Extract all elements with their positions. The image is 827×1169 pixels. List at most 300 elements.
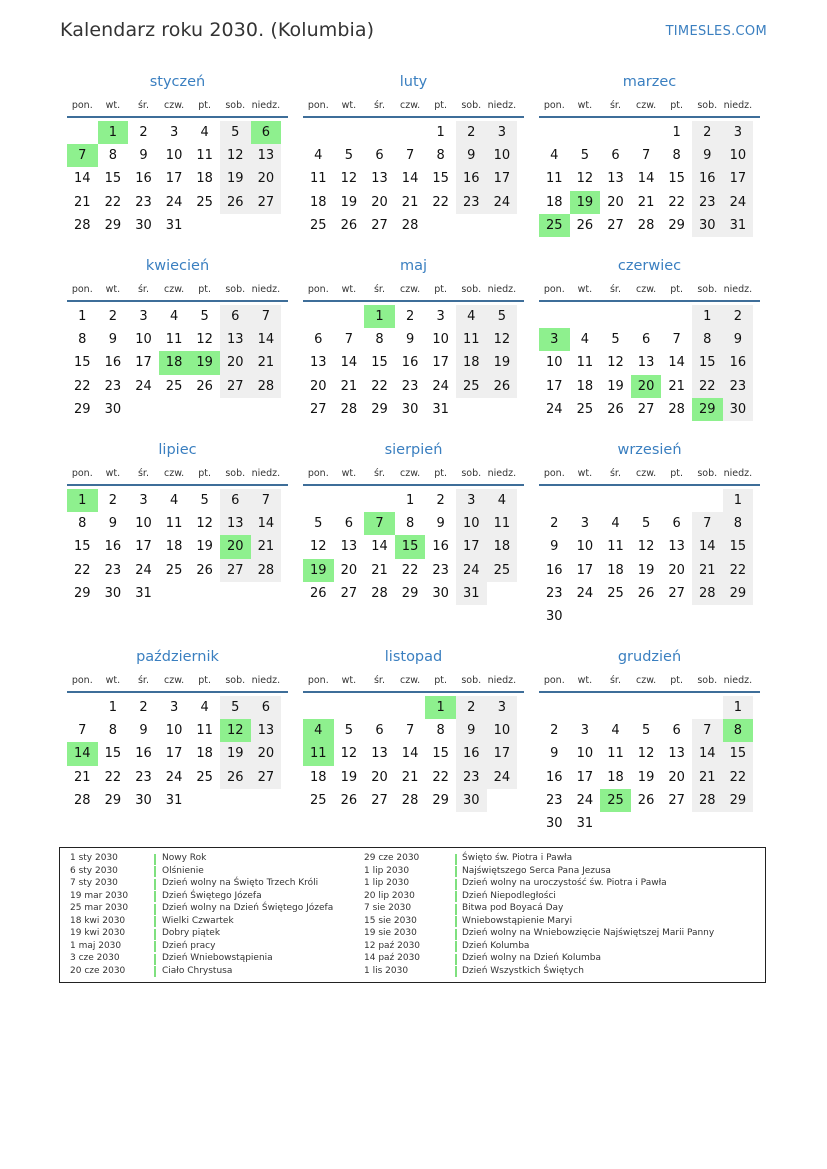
empty-cell xyxy=(570,489,601,512)
weekday-label: śr. xyxy=(373,675,385,686)
weekday-label: wt. xyxy=(577,468,593,479)
day-cell: 21 xyxy=(74,769,91,785)
day-cell: 29 xyxy=(371,401,388,417)
holiday-entry xyxy=(70,878,370,891)
day-cell: 29 xyxy=(432,792,449,808)
day-cell: 3 xyxy=(487,121,518,144)
day-cell: 9 xyxy=(550,539,559,555)
day-cell: 18 xyxy=(576,378,594,394)
day-cell: 21 xyxy=(340,378,358,394)
weekday-label: niedz. xyxy=(251,100,281,111)
day-cell: 14 xyxy=(74,171,91,187)
holiday-entry xyxy=(70,916,370,929)
holiday-entry xyxy=(364,853,664,866)
holiday-name: Dzień Niepodległości xyxy=(462,890,556,901)
weekday-header xyxy=(303,98,524,118)
weekday-label: pon. xyxy=(543,284,565,295)
day-cell: 5 xyxy=(200,493,209,508)
day-cell: 10 xyxy=(487,144,518,167)
day-cell: 29 xyxy=(74,585,91,601)
day-cell: 1 xyxy=(723,696,754,719)
day-cell: 2 xyxy=(550,723,559,739)
holiday-marker xyxy=(455,891,457,902)
weekday-label: pt. xyxy=(670,675,684,686)
day-cell: 17 xyxy=(165,171,183,187)
day-cell: 22 xyxy=(74,378,91,394)
day-cell: 7 xyxy=(692,512,723,535)
day-cell: 7 xyxy=(251,489,282,512)
holiday-marker xyxy=(455,854,457,865)
holiday-name: Dzień pracy xyxy=(162,940,216,951)
day-cell: 19 xyxy=(196,539,213,555)
empty-cell xyxy=(334,489,365,512)
day-cell: 5 xyxy=(344,148,354,164)
weekday-label: pon. xyxy=(307,284,329,295)
day-cell: 17 xyxy=(487,167,518,190)
weekday-label: czw. xyxy=(164,100,185,111)
day-cell: 11 xyxy=(546,171,563,187)
day-cell: 15 xyxy=(104,746,122,762)
holiday-name: Dzień Wszystkich Świętych xyxy=(462,965,584,976)
day-cell: 11 xyxy=(607,746,624,762)
day-cell: 4 xyxy=(550,148,559,164)
day-cell: 26 xyxy=(637,792,655,808)
day-cell: 12 xyxy=(637,746,655,762)
holiday-day-cell: 7 xyxy=(364,512,395,535)
month-name: kwiecień xyxy=(145,258,210,274)
day-grid xyxy=(67,121,288,237)
day-cell: 1 xyxy=(436,125,445,140)
day-cell: 12 xyxy=(196,332,213,348)
day-cell: 8 xyxy=(78,332,87,348)
day-cell: 30 xyxy=(401,401,419,417)
holiday-day-cell: 6 xyxy=(251,121,282,144)
day-cell: 24 xyxy=(135,378,152,394)
day-cell: 29 xyxy=(104,792,122,808)
day-cell: 14 xyxy=(371,539,388,555)
holiday-date: 3 cze 2030 xyxy=(70,953,120,963)
holiday-name: Nowy Rok xyxy=(162,853,207,863)
day-cell: 18 xyxy=(310,769,327,785)
day-cell: 26 xyxy=(220,766,251,789)
day-cell: 21 xyxy=(251,351,282,374)
day-cell: 28 xyxy=(74,792,91,808)
day-cell: 22 xyxy=(432,194,449,210)
weekday-label: wt. xyxy=(577,100,593,111)
day-cell: 26 xyxy=(340,217,358,233)
holiday-day-cell: 4 xyxy=(303,719,334,742)
day-cell: 27 xyxy=(220,559,251,582)
weekday-label: niedz. xyxy=(487,284,517,295)
day-cell: 24 xyxy=(723,191,754,214)
day-cell: 15 xyxy=(723,535,754,558)
weekday-label: niedz. xyxy=(487,100,517,111)
day-cell: 10 xyxy=(432,332,449,348)
holiday-day-cell: 18 xyxy=(159,351,190,374)
month-name: październik xyxy=(136,649,219,665)
day-cell: 30 xyxy=(135,792,152,808)
weekday-label: niedz. xyxy=(487,675,517,686)
empty-cell xyxy=(67,696,98,719)
weekday-label: pon. xyxy=(71,284,93,295)
weekday-label: sob. xyxy=(225,100,246,111)
weekday-label: pt. xyxy=(198,284,212,295)
day-cell: 5 xyxy=(314,516,323,532)
day-cell: 14 xyxy=(251,512,282,535)
holiday-date: 1 maj 2030 xyxy=(70,940,122,951)
day-cell: 18 xyxy=(546,194,563,210)
weekday-label: pon. xyxy=(543,675,565,686)
day-cell: 4 xyxy=(200,700,209,715)
day-cell: 9 xyxy=(139,723,148,739)
day-cell: 16 xyxy=(692,167,723,190)
month-name: listopad xyxy=(384,649,443,665)
holiday-name: Dzień Kolumba xyxy=(462,940,530,951)
day-cell: 28 xyxy=(692,582,723,605)
day-cell: 30 xyxy=(104,585,122,601)
day-cell: 16 xyxy=(456,167,487,190)
day-cell: 29 xyxy=(723,582,754,605)
weekday-label: wt. xyxy=(105,284,121,295)
empty-cell xyxy=(631,489,662,512)
empty-cell xyxy=(661,305,692,328)
empty-cell xyxy=(364,489,395,512)
weekday-label: śr. xyxy=(609,284,621,295)
day-cell: 20 xyxy=(371,769,388,785)
day-cell: 11 xyxy=(310,171,327,187)
day-cell: 15 xyxy=(432,746,449,762)
day-cell: 7 xyxy=(344,332,354,348)
holiday-entry xyxy=(70,953,370,966)
day-cell: 6 xyxy=(672,516,681,532)
day-cell: 11 xyxy=(196,723,213,739)
holiday-day-cell: 25 xyxy=(539,214,570,237)
weekday-label: czw. xyxy=(636,284,657,295)
day-cell: 5 xyxy=(487,305,518,328)
brand-link[interactable]: TIMESLES.COM xyxy=(665,24,767,39)
day-cell: 25 xyxy=(456,375,487,398)
day-cell: 17 xyxy=(576,769,594,785)
day-cell: 25 xyxy=(487,559,518,582)
holiday-date: 1 lis 2030 xyxy=(364,965,409,976)
holiday-day-cell: 20 xyxy=(220,535,251,558)
day-cell: 24 xyxy=(487,191,518,214)
day-cell: 9 xyxy=(139,148,148,164)
day-cell: 30 xyxy=(432,585,449,601)
weekday-label: śr. xyxy=(609,468,621,479)
day-cell: 24 xyxy=(576,792,594,808)
month-name: grudzień xyxy=(617,649,682,665)
weekday-label: wt. xyxy=(341,468,357,479)
day-cell: 11 xyxy=(165,332,183,348)
day-cell: 9 xyxy=(436,516,445,532)
day-cell: 14 xyxy=(692,535,723,558)
weekday-label: sob. xyxy=(697,468,718,479)
day-cell: 22 xyxy=(692,375,723,398)
day-cell: 2 xyxy=(436,493,445,508)
weekday-label: pon. xyxy=(543,100,565,111)
holiday-name: Wniebowstąpienie Maryi xyxy=(462,915,573,926)
day-cell: 11 xyxy=(456,328,487,351)
day-cell: 10 xyxy=(135,332,152,348)
empty-cell xyxy=(570,305,601,328)
day-cell: 9 xyxy=(405,332,415,348)
weekday-label: pon. xyxy=(71,468,93,479)
month-name: marzec xyxy=(622,74,677,90)
day-cell: 5 xyxy=(611,332,620,348)
day-cell: 13 xyxy=(251,144,282,167)
day-cell: 19 xyxy=(637,769,655,785)
holiday-entry xyxy=(70,903,370,916)
day-cell: 17 xyxy=(576,562,594,578)
weekday-label: niedz. xyxy=(251,284,281,295)
empty-cell xyxy=(539,121,570,144)
holiday-entry xyxy=(364,928,715,941)
day-cell: 16 xyxy=(456,742,487,765)
holiday-name: Dzień wolny na Święto Trzech Króli xyxy=(162,878,319,888)
day-cell: 14 xyxy=(251,328,282,351)
day-cell: 4 xyxy=(456,305,487,328)
day-cell: 3 xyxy=(169,125,179,140)
day-cell: 10 xyxy=(576,539,594,555)
holiday-day-cell: 3 xyxy=(539,328,570,351)
day-cell: 22 xyxy=(723,766,754,789)
day-cell: 22 xyxy=(74,562,91,578)
day-cell: 27 xyxy=(310,401,327,417)
day-cell: 13 xyxy=(310,355,327,371)
holiday-marker xyxy=(154,904,156,915)
day-cell: 12 xyxy=(220,144,251,167)
day-cell: 15 xyxy=(692,351,723,374)
day-cell: 3 xyxy=(580,723,590,739)
day-cell: 22 xyxy=(104,769,122,785)
weekday-header xyxy=(303,466,524,486)
weekday-header xyxy=(303,282,524,302)
weekday-label: sob. xyxy=(461,468,482,479)
weekday-label: pt. xyxy=(198,675,212,686)
day-cell: 25 xyxy=(165,562,183,578)
day-cell: 4 xyxy=(169,493,179,508)
day-cell: 26 xyxy=(196,378,213,394)
day-cell: 11 xyxy=(607,539,624,555)
day-cell: 23 xyxy=(432,562,449,578)
day-cell: 14 xyxy=(401,171,419,187)
empty-cell xyxy=(600,305,631,328)
weekday-label: śr. xyxy=(609,100,621,111)
holiday-name: Dzień wolny na uroczystość św. Piotra i Pawła xyxy=(462,878,667,888)
holiday-entry xyxy=(364,916,664,929)
day-cell: 30 xyxy=(135,217,152,233)
day-cell: 28 xyxy=(637,217,655,233)
day-cell: 12 xyxy=(340,171,358,187)
holiday-marker xyxy=(154,879,156,890)
weekday-label: pt. xyxy=(670,284,684,295)
day-cell: 27 xyxy=(668,792,685,808)
day-cell: 24 xyxy=(456,559,487,582)
day-grid xyxy=(67,305,288,421)
holiday-name: Dzień wolny na Wniebowzięcie Najświętszej Marii Panny xyxy=(462,928,715,938)
day-cell: 6 xyxy=(344,516,354,532)
month-block xyxy=(67,647,288,812)
weekday-label: niedz. xyxy=(487,468,517,479)
day-cell: 2 xyxy=(456,121,487,144)
day-cell: 15 xyxy=(104,171,122,187)
weekday-label: wt. xyxy=(341,100,357,111)
day-cell: 9 xyxy=(723,328,754,351)
empty-cell xyxy=(364,696,395,719)
day-cell: 10 xyxy=(165,148,183,164)
day-grid xyxy=(539,696,760,835)
weekday-label: śr. xyxy=(609,675,621,686)
day-cell: 13 xyxy=(668,746,685,762)
day-cell: 6 xyxy=(251,696,282,719)
day-cell: 23 xyxy=(546,585,563,601)
day-cell: 19 xyxy=(607,378,624,394)
holiday-entry xyxy=(364,903,664,916)
day-cell: 22 xyxy=(401,562,419,578)
holiday-entry xyxy=(364,966,664,979)
weekday-label: pon. xyxy=(71,675,93,686)
day-cell: 29 xyxy=(74,401,91,417)
day-cell: 31 xyxy=(576,815,594,831)
day-cell: 10 xyxy=(135,516,152,532)
day-cell: 8 xyxy=(723,512,754,535)
day-cell: 19 xyxy=(220,742,251,765)
weekday-label: pon. xyxy=(543,468,565,479)
holiday-name: Dzień Wniebowstąpienia xyxy=(162,953,273,963)
day-cell: 26 xyxy=(637,585,655,601)
day-cell: 22 xyxy=(432,769,449,785)
day-cell: 9 xyxy=(108,516,118,532)
day-cell: 13 xyxy=(220,328,251,351)
empty-cell xyxy=(570,121,601,144)
weekday-label: pon. xyxy=(71,100,93,111)
day-cell: 6 xyxy=(314,332,323,348)
day-cell: 28 xyxy=(692,789,723,812)
holiday-entry xyxy=(364,866,664,879)
day-cell: 17 xyxy=(487,742,518,765)
weekday-label: niedz. xyxy=(723,675,753,686)
weekday-label: śr. xyxy=(373,468,385,479)
day-cell: 14 xyxy=(340,355,358,371)
day-cell: 20 xyxy=(310,378,327,394)
weekday-label: pon. xyxy=(307,100,329,111)
day-cell: 27 xyxy=(607,217,624,233)
day-cell: 24 xyxy=(546,401,563,417)
weekday-label: pt. xyxy=(434,468,448,479)
weekday-label: śr. xyxy=(373,284,385,295)
day-cell: 18 xyxy=(196,746,213,762)
holiday-day-cell: 29 xyxy=(692,398,723,421)
day-cell: 11 xyxy=(165,516,183,532)
day-grid xyxy=(67,696,288,812)
empty-cell xyxy=(692,696,723,719)
month-name: czerwiec xyxy=(617,258,682,274)
day-cell: 25 xyxy=(196,769,213,785)
weekday-label: niedz. xyxy=(723,284,753,295)
weekday-label: czw. xyxy=(400,675,421,686)
holiday-date: 29 cze 2030 xyxy=(364,853,420,863)
day-cell: 7 xyxy=(405,148,415,164)
day-cell: 5 xyxy=(580,148,590,164)
day-cell: 29 xyxy=(401,585,419,601)
day-cell: 12 xyxy=(340,746,358,762)
day-cell: 8 xyxy=(375,332,384,348)
day-cell: 16 xyxy=(401,355,419,371)
holiday-day-cell: 25 xyxy=(600,789,631,812)
day-cell: 3 xyxy=(169,700,179,715)
day-cell: 21 xyxy=(692,766,723,789)
day-cell: 3 xyxy=(139,493,148,508)
holiday-marker xyxy=(455,966,457,977)
day-cell: 23 xyxy=(723,375,754,398)
day-cell: 26 xyxy=(196,562,213,578)
day-grid xyxy=(67,489,288,605)
day-cell: 24 xyxy=(576,585,594,601)
day-cell: 15 xyxy=(432,171,449,187)
holiday-marker xyxy=(154,966,156,977)
day-cell: 25 xyxy=(576,401,594,417)
weekday-label: czw. xyxy=(636,675,657,686)
weekday-label: sob. xyxy=(461,675,482,686)
weekday-label: pt. xyxy=(434,675,448,686)
holiday-marker xyxy=(455,866,457,877)
empty-cell xyxy=(539,696,570,719)
day-cell: 17 xyxy=(456,535,487,558)
empty-cell xyxy=(395,696,426,719)
day-grid xyxy=(539,121,760,237)
day-cell: 22 xyxy=(104,194,122,210)
day-cell: 24 xyxy=(135,562,152,578)
weekday-header xyxy=(539,282,760,302)
holiday-entry xyxy=(70,928,370,941)
holiday-day-cell: 14 xyxy=(67,742,98,765)
day-cell: 7 xyxy=(672,332,681,348)
month-block xyxy=(303,72,524,237)
holiday-date: 1 lip 2030 xyxy=(364,878,410,888)
day-cell: 14 xyxy=(668,355,685,371)
day-cell: 30 xyxy=(692,214,723,237)
day-grid xyxy=(539,305,760,421)
day-cell: 16 xyxy=(432,539,449,555)
day-cell: 23 xyxy=(401,378,419,394)
day-cell: 8 xyxy=(436,723,445,739)
day-cell: 18 xyxy=(487,535,518,558)
day-cell: 10 xyxy=(456,512,487,535)
day-cell: 13 xyxy=(371,171,388,187)
holiday-date: 18 kwi 2030 xyxy=(70,915,126,926)
day-grid xyxy=(303,121,524,237)
day-cell: 9 xyxy=(108,332,118,348)
day-cell: 6 xyxy=(375,148,384,164)
day-cell: 29 xyxy=(723,789,754,812)
day-cell: 8 xyxy=(78,516,87,532)
day-cell: 25 xyxy=(607,585,624,601)
day-cell: 15 xyxy=(74,539,91,555)
weekday-label: czw. xyxy=(164,284,185,295)
holiday-day-cell: 1 xyxy=(67,489,98,512)
weekday-label: sob. xyxy=(225,675,246,686)
month-block xyxy=(303,647,524,812)
day-cell: 3 xyxy=(580,516,590,532)
day-cell: 28 xyxy=(74,217,91,233)
month-block xyxy=(67,256,288,421)
holiday-date: 15 sie 2030 xyxy=(364,915,417,926)
day-cell: 15 xyxy=(371,355,388,371)
holiday-name: Dzień wolny na Dzień Świętego Józefa xyxy=(162,903,334,913)
day-cell: 24 xyxy=(487,766,518,789)
holiday-marker xyxy=(455,916,457,927)
